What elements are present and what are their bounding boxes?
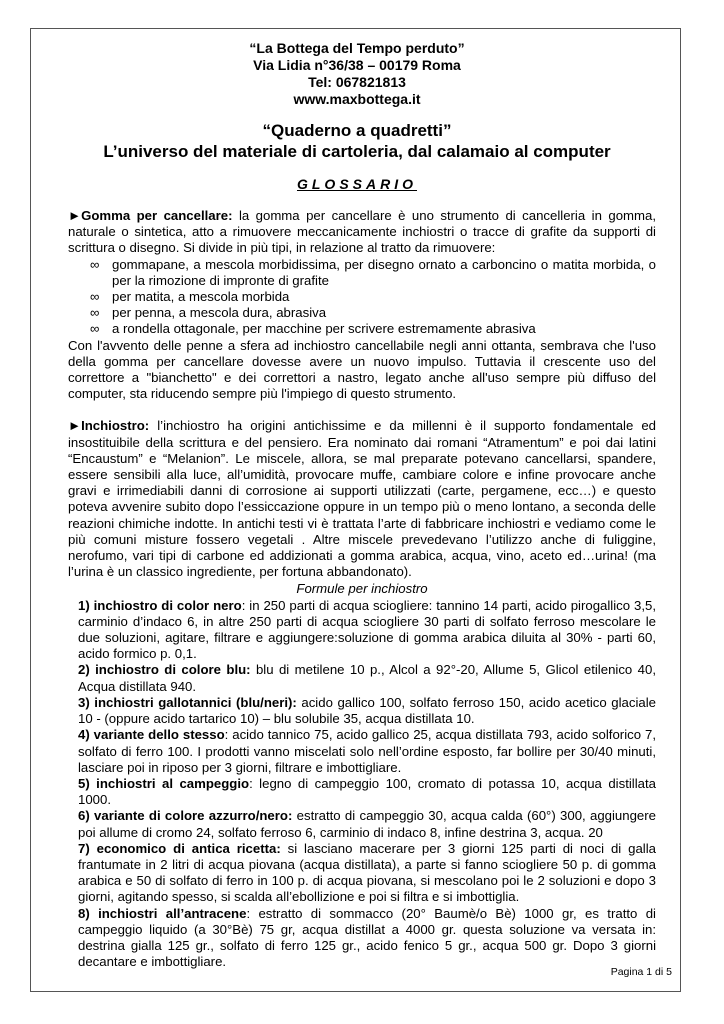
list-item: 5) inchiostri al campeggio: legno di campeggio 100, cromato di potassa 10, acqua distillata 1000. — [78, 775, 656, 808]
formule-title: Formule per inchiostro — [296, 581, 428, 597]
arrow-icon: ► — [68, 418, 82, 434]
gomma-intro — [68, 208, 656, 257]
arrow-icon: ► — [68, 208, 82, 223]
document-title — [31, 120, 683, 162]
list-item: 2) inchiostro di colore blu: blu di metilene 10 p., Alcol a 92°-20, Allume 5, Glicol etilenico 40, Acqua distillata 940. — [78, 662, 657, 694]
entry-gomma — [68, 208, 656, 402]
gomma-term: Gomma per cancellare: — [81, 208, 233, 223]
inchiostro-paragraph — [68, 418, 656, 580]
entry-inchiostro — [68, 418, 656, 580]
title-line-2: L’universo del materiale di cartoleria, dal calamaio al computer — [103, 142, 611, 161]
list-item: 6) variante di colore azzurro/nero: estratto di campeggio 30, acqua calda (60°) 300, aggiungere poi allume di cromo 24, solfato ferroso 6, carminio di indaco 8, infine destrina 3, acqua. 20 — [78, 808, 656, 840]
list-item: 7) economico di antica ricetta: si lasciano macerare per 3 giorni 125 parti di noci di galla frantumate in 2 litri di acqua piovana (acqua distillata), a parte si fanno sciogliere 50 p. di gomma arabica e 50 di solfato di ferro in 100 p. di acqua piovana, si mescolano poi le 2 soluzioni e dopo 3 giorni, agitando spesso, si scalda all’ebollizione e poi si filtra e si imbottiglia. — [78, 840, 656, 905]
infinity-bullet-icon: ∞ — [90, 289, 100, 305]
list-item: 3) inchiostri gallotannici (blu/neri): acido gallico 100, solfato ferroso 150, acido acetico glaciale 10 - (oppure acido tartarico 10) – blu solubile 35, acqua distillata 10. — [78, 694, 657, 727]
list-item: 4) variante dello stesso: acido tannico 75, acido gallico 25, acqua distillata 793, acido solforico 7, solfato di ferro 100. I prodotti vanno miscelati solo nell’ordine esposto, far bollire per 30/40 minuti, lasciare poi in riposo per 3 giorni, filtrare e imbottigliare. — [78, 727, 656, 775]
recipes-list — [68, 598, 656, 971]
gomma-outro: Con l'avvento delle penne a sfera ad inchiostro cancellabile negli anni ottanta, sembrava che l'uso della gomma per cancellare dovesse avere un nuovo impulso. Tuttavia il crescente uso del correttore a "bianchetto" e dei correttori a nastro, legato anche all'uso sempre più diffuso del computer, sta riducendo sempre più l'impiego di questo strumento. — [68, 337, 656, 402]
infinity-bullet-icon: ∞ — [90, 321, 100, 337]
infinity-bullet-icon: ∞ — [90, 305, 100, 321]
list-item: ∞ per penna, a mescola dura, abrasiva — [90, 305, 327, 321]
gomma-intro-text: la gomma per cancellare è uno strumento di cancelleria in gomma, naturale o sintetica, atto a rimuovere meccanicamente inchiostri o tracce di grafite da supporti di scrittura o disegno. Si divide in più tipi, in relazione al tratto da rimuovere: — [68, 208, 656, 256]
shop-name: “La Bottega del Tempo perduto” — [249, 40, 465, 56]
shop-address: Via Lidia n°36/38 – 00179 Roma — [253, 57, 461, 73]
list-item: 8) inchiostri all’antracene: estratto di sommacco (20° Baumè/o Bè) 1000 gr, es tratto di campeggio liquido (a 30°Bè) 75 gr, acqua distillat a 4000 gr. questa soluzione va versata in: destrina gialla 125 gr., solfato di ferro 125 gr., acido fenico 5 gr., acqua 500 gr. Dopo 3 giorni decantare e imbottigliare. — [78, 905, 656, 970]
shop-website: www.maxbottega.it — [293, 91, 421, 107]
title-line-1: “Quaderno a quadretti” — [262, 121, 452, 140]
document-body — [68, 208, 656, 970]
shop-phone: Tel: 067821813 — [308, 74, 406, 90]
section-heading: GLOSSARIO — [296, 176, 417, 192]
list-item: 1) inchiostro di color nero: in 250 parti di acqua sciogliere: tannino 14 parti, acido pirogallico 3,5, carminio d’indaco 6, in altre 250 parti di acqua sciogliere 30 parti di solfato ferroso mescolare le due soluzioni, agitare, filtrare e aggiungere:soluzione di gomma arabica diluita al 30% - parti 60, acido formico p. 0,1. — [78, 597, 656, 662]
page-number: Pagina 1 di 5 — [610, 966, 672, 978]
list-item: ∞ per matita, a mescola morbida — [90, 289, 290, 305]
gomma-types-list — [68, 257, 656, 338]
list-item: ∞ a rondella ottagonale, per macchine per scrivere estremamente abrasiva — [90, 321, 536, 337]
shop-header — [31, 40, 683, 108]
infinity-bullet-icon: ∞ — [90, 256, 100, 272]
inchiostro-text: l’inchiostro ha origini antichissime e da millenni è il supporto fondamentale ed insostituibile della scrittura e del pensiero. Era nominato dai romani “Atramentum” e poi dai latini “Encaustum” e “Melanion”. Le miscele, allora, se mal preparate potevano cancellarsi, spandere, essere sensibili alla luce, all’umidità, provocare muffe, cambiare colore e infine provocare anche gravi e irrimediabili danni di corrosione ai supporti utilizzati (carte, pergamene, ecc…) e questo poteva avvenire subito dopo l’essiccazione oppure in un tempo più o meno lontano, a seconda delle reazioni chimiche indotte. In antichi testi vi è trattata l’arte di fabbricare inchiostri e vediamo come le più comuni misture fossero vegetali . Altre miscele prevedevano l’utilizzo anche di fuliggine, nerofumo, vari tipi di carbone ed addizionati a gomma arabica, acqua, vino, aceto ed…urina! (ma l’urina è un classico ingrediente, per fortuna abbandonato). — [68, 418, 656, 580]
list-item: ∞ gommapane, a mescola morbidissima, per disegno ornato a carboncino o matita morbida, o per la rimozione di impronte di grafite — [90, 256, 656, 288]
inchiostro-term: Inchiostro: — [81, 418, 150, 434]
